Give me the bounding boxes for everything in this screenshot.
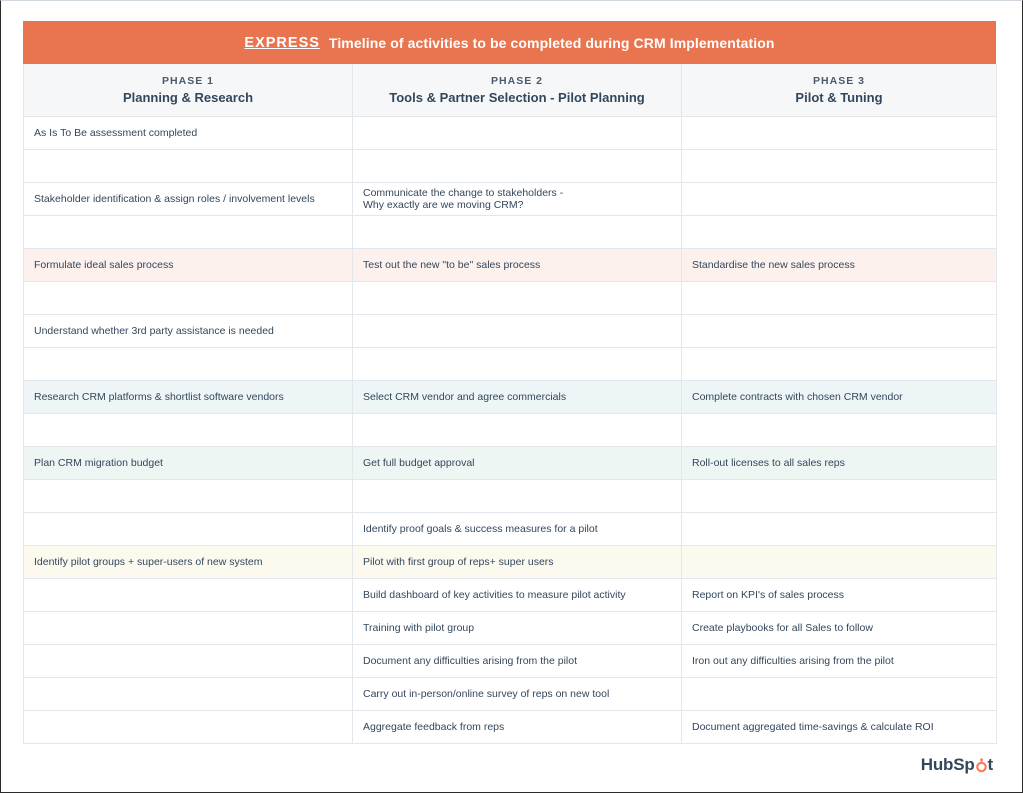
phase-3-cell: Roll-out licenses to all sales reps [682,447,997,480]
phase-3-cell: Document aggregated time-savings & calculate ROI [682,711,997,744]
phase-1-cell: Formulate ideal sales process [24,249,353,282]
phase-2-cell: Test out the new "to be" sales process [353,249,682,282]
table-row [24,348,997,381]
table-row [24,249,997,282]
phase-1-cell [24,579,353,612]
phase-1-cell [24,282,353,315]
phase-2-cell [353,348,682,381]
phase-3-cell [682,480,997,513]
logo-text-start: HubSp [920,755,975,774]
phase-1-cell: As Is To Be assessment completed [24,117,353,150]
phase-1-title: Planning & Research [122,90,254,105]
sprocket-icon [975,758,988,773]
phase-2-cell-line-2: Why exactly are we moving CRM? [363,199,524,211]
phase-2-cell: Training with pilot group [353,612,682,645]
phase-2-cell: Aggregate feedback from reps [353,711,682,744]
phase-1-cell: Plan CRM migration budget [24,447,353,480]
phase-3-cell [682,414,997,447]
phase-1-cell [24,513,353,546]
table-row [24,480,997,513]
phase-2-cell: Get full budget approval [353,447,682,480]
phase-2-header [353,64,682,117]
table-row [24,513,997,546]
phase-2-cell [353,480,682,513]
phase-2-cell [353,183,682,216]
banner-keyword: EXPRESS [244,34,320,51]
phase-1-cell [24,645,353,678]
phase-header-row [24,64,997,117]
phase-2-cell: Select CRM vendor and agree commercials [353,381,682,414]
phase-1-cell [24,348,353,381]
phase-1-cell [24,480,353,513]
phase-3-title: Pilot & Tuning [795,90,883,105]
phase-3-cell: Report on KPI's of sales process [682,579,997,612]
table-row [24,579,997,612]
phase-2-cell [353,414,682,447]
phase-2-cell: Pilot with first group of reps+ super users [353,546,682,579]
table-row [24,612,997,645]
phase-1-cell [24,414,353,447]
phase-2-cell: Identify proof goals & success measures for a pilot [353,513,682,546]
phase-1-cell [24,150,353,183]
phase-3-cell: Create playbooks for all Sales to follow [682,612,997,645]
phase-3-cell [682,348,997,381]
phase-1-cell [24,678,353,711]
table-row [24,645,997,678]
phase-1-cell [24,711,353,744]
phase-2-cell [353,117,682,150]
phase-3-cell [682,282,997,315]
title-banner [23,21,996,64]
timeline-sheet [23,21,996,744]
phase-1-cell: Understand whether 3rd party assistance is needed [24,315,353,348]
logo-text-end: t [987,755,993,774]
table-row [24,183,997,216]
table-row [24,381,997,414]
timeline-table [23,64,997,744]
phase-2-cell: Carry out in-person/online survey of reps on new tool [353,678,682,711]
banner-title: Timeline of activities to be completed during CRM Implementation [328,34,775,51]
phase-2-title: Tools & Partner Selection - Pilot Planning [389,90,645,105]
phase-3-cell: Complete contracts with chosen CRM vendor [682,381,997,414]
phase-3-cell [682,183,997,216]
phase-3-cell [682,117,997,150]
phase-2-label: PHASE 2 [491,75,543,87]
phase-1-cell [24,612,353,645]
phase-2-cell: Build dashboard of key activities to measure pilot activity [353,579,682,612]
phase-1-cell: Research CRM platforms & shortlist software vendors [24,381,353,414]
phase-3-cell: Iron out any difficulties arising from the pilot [682,645,997,678]
table-row [24,315,997,348]
phase-3-cell: Standardise the new sales process [682,249,997,282]
table-row [24,282,997,315]
phase-3-cell [682,546,997,579]
phase-3-label: PHASE 3 [813,75,865,87]
phase-2-cell [353,315,682,348]
phase-3-cell [682,315,997,348]
phase-1-label: PHASE 1 [162,75,214,87]
table-row [24,216,997,249]
phase-2-cell: Document any difficulties arising from the pilot [353,645,682,678]
phase-3-cell [682,150,997,183]
phase-3-header [682,64,997,117]
hubspot-logo [921,755,993,775]
phase-2-cell [353,282,682,315]
phase-2-cell [353,216,682,249]
table-row [24,117,997,150]
phase-2-cell-line-1: Communicate the change to stakeholders - [363,187,564,199]
table-row [24,678,997,711]
table-row [24,447,997,480]
phase-3-cell [682,513,997,546]
phase-1-cell: Stakeholder identification & assign roles / involvement levels [24,183,353,216]
phase-2-cell [353,150,682,183]
phase-3-cell [682,216,997,249]
table-row [24,711,997,744]
phase-1-header [24,64,353,117]
phase-1-cell: Identify pilot groups + super-users of new system [24,546,353,579]
phase-1-cell [24,216,353,249]
table-row [24,150,997,183]
table-row [24,546,997,579]
phase-3-cell [682,678,997,711]
table-row [24,414,997,447]
